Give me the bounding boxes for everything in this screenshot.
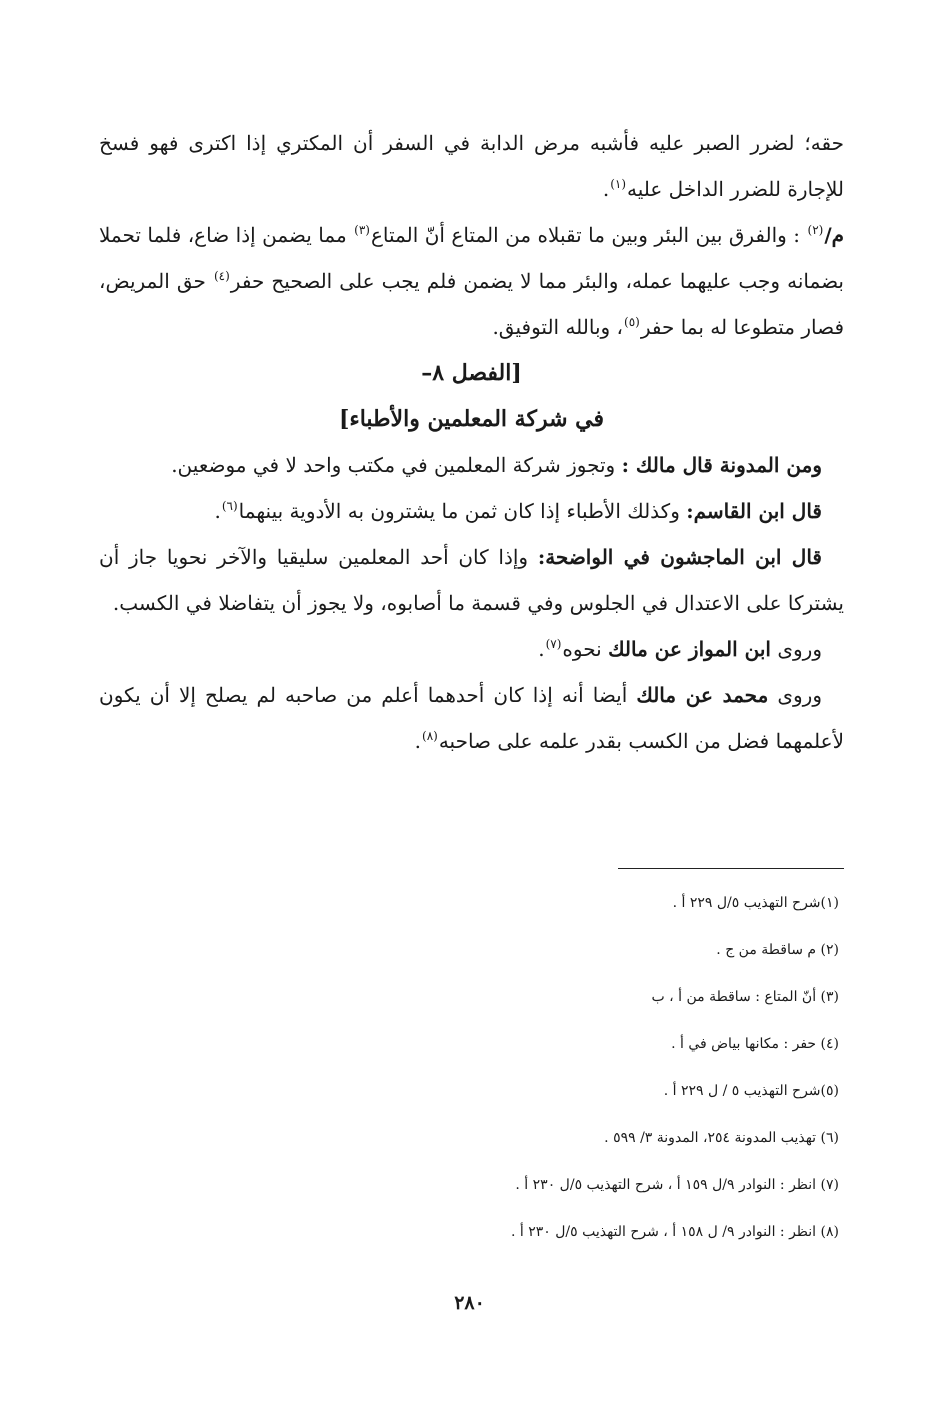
section-4-attribution: ابن المواز عن مالك	[608, 637, 771, 661]
paragraph-2-text-a: : والفرق بين البئر وبين ما تقبلاه من المتاع أنّ المتاع	[370, 223, 801, 247]
section-1-text: وتجوز شركة المعلمين في مكتب واحد لا في موضعين.	[171, 453, 616, 477]
section-5-text: أيضا أنه إذا كان أحدهما أعلم من صاحبه لم يصلح إلا أن يكون لأعلمهما فضل من الكسب بقدر علمه على صاحبه	[99, 683, 844, 753]
paragraph-2-text-d: ، وبالله التوفيق.	[492, 315, 624, 339]
section-3-text: وإذا كان أحد المعلمين سليقيا والآخر نحويا جاز أن يشتركا على الاعتدال في الجلوس وفي قسمة ما أصابوه، ولا يجوز أن يتفاضلا في الكسب.	[99, 545, 844, 615]
footnote-ref-7: (٧)	[545, 637, 562, 652]
section-4-text: نحوه	[562, 637, 602, 661]
section-2-attribution: قال ابن القاسم:	[686, 499, 822, 523]
footnote-ref-3: (٣)	[354, 223, 370, 238]
footnote-ref-1: (١)	[610, 177, 627, 192]
section-paragraph-3	[99, 534, 844, 626]
paragraph-1-text: حقه؛ لضرر الصبر عليه فأشبه مرض الدابة في السفر أن المكتري إذا اكترى فهو فسخ للإجارة للضرر الداخل عليه	[99, 131, 844, 201]
paragraph-2-text-b: مما يضمن إذا ضاع، فلما تحملا بضمانه وجب عليهما عمله، والبئر مما لا يضمن فلم يجب على الصحيح حفر	[99, 223, 845, 293]
section-paragraph-4: وروى ابن المواز عن مالك نحوه$^{(٧)}$.	[538, 637, 822, 661]
footnotes-list	[339, 880, 839, 1256]
footnote-3: (٣) أنّ المتاع : ساقطة من أ ، ب	[651, 989, 839, 1005]
section-2-text: وكذلك الأطباء إذا كان ثمن ما يشترون به الأدوية بينهما	[238, 499, 680, 523]
chapter-heading-line-2: في شركة المعلمين والأطباء]	[338, 406, 605, 432]
section-3-attribution: قال ابن الماجشون في الواضحة:	[537, 545, 822, 569]
manuscript-marker: م/	[824, 223, 845, 247]
section-5-prefix: وروى	[777, 683, 822, 707]
footnote-2: (٢) م ساقطة من ج .	[716, 942, 839, 958]
footnote-1: (١)شرح التهذيب ٥/ل ٢٢٩ أ .	[672, 895, 839, 911]
paragraph-2-text-c: حق المريض، فصار متطوعا له بما حفر	[99, 269, 844, 339]
footnote-7: (٧) انظر : النوادر ٩/ل ١٥٩ أ ، شرح التهذيب ٥/ل ٢٣٠ أ .	[515, 1177, 839, 1193]
main-text	[99, 120, 844, 764]
paragraph-2	[99, 212, 844, 350]
chapter-heading-line-1: [الفصل ٨–	[421, 360, 522, 386]
footnote-ref-8: (٨)	[422, 729, 438, 744]
section-paragraph-5: وروى محمد عن مالك أيضا أنه إذا كان أحدهما أعلم من صاحبه لم يصلح إلا أن يكون لأعلمهما فضل من الكسب بقدر علمه على صاحبه$^{(٨)}$.	[99, 683, 844, 753]
footnote-separator	[618, 868, 844, 869]
page-number: ٢٨٠	[454, 1292, 485, 1314]
footnote-ref-4: (٤)	[213, 269, 230, 284]
footnote-ref-2: (٢)	[807, 223, 824, 238]
footnote-6: (٦) تهذيب المدونة ٢٥٤، المدونة ٣/ ٥٩٩ .	[604, 1130, 839, 1146]
paragraph-1: حقه؛ لضرر الصبر عليه فأشبه مرض الدابة في السفر أن المكتري إذا اكترى فهو فسخ للإجارة للضرر الداخل عليه$^{(١)}$.	[99, 131, 844, 201]
footnote-4: (٤) حفر : مكانها بياض في أ .	[671, 1036, 839, 1052]
footnote-ref-5: (٥)	[624, 315, 640, 330]
footnote-5: (٥)شرح التهذيب ٥ / ل ٢٢٩ أ .	[663, 1083, 839, 1099]
section-paragraph-1	[99, 442, 844, 488]
section-5-attribution: محمد عن مالك	[636, 683, 769, 707]
footnote-8: (٨) انظر : النوادر ٩/ ل ١٥٨ أ ، شرح التهذيب ٥/ل ٢٣٠ أ .	[510, 1224, 839, 1240]
section-4-prefix: وروى	[777, 637, 822, 661]
footnote-ref-6: (٦)	[221, 499, 238, 514]
section-1-attribution: ومن المدونة قال مالك :	[621, 453, 822, 477]
section-paragraph-2: قال ابن القاسم: وكذلك الأطباء إذا كان ثمن ما يشترون به الأدوية بينهما$^{(٦)}$.	[214, 499, 822, 523]
